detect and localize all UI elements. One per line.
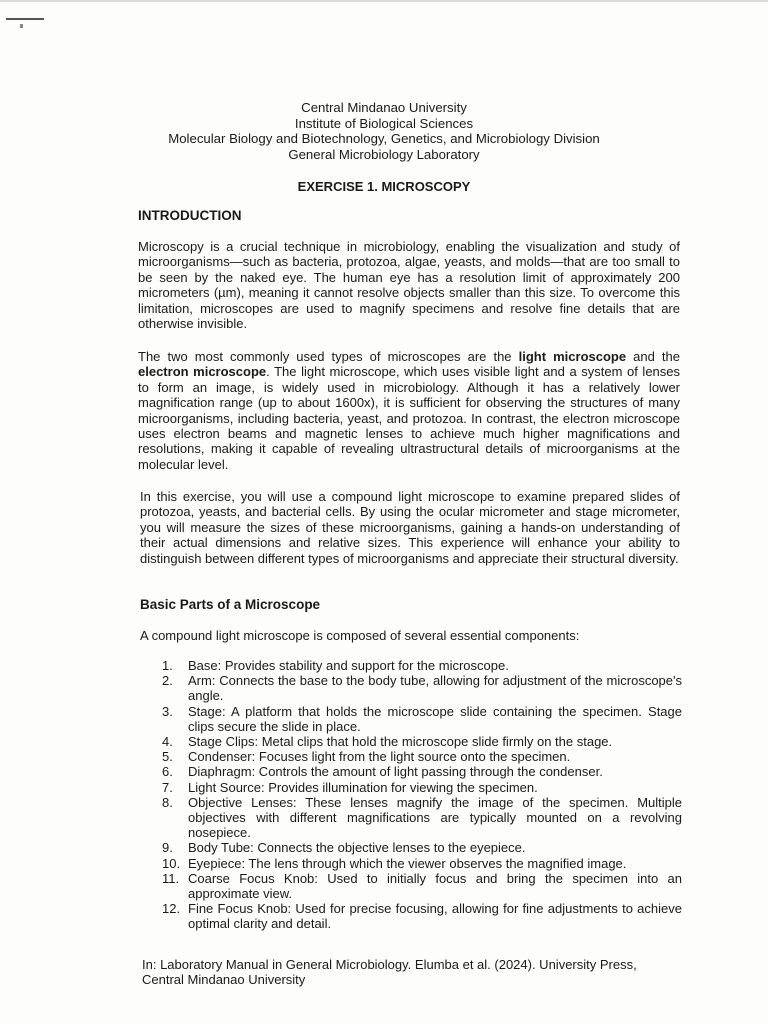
list-item-text: Fine Focus Knob: Used for precise focusing, allowing for fine adjustments to achieve optimal clarity and detail. bbox=[188, 901, 682, 932]
list-item-number: 2. bbox=[162, 673, 173, 689]
corner-pen-mark bbox=[6, 18, 44, 20]
list-item bbox=[162, 658, 682, 673]
p2-text-c: . The light microscope, which uses visible light and a system of lenses to form an image, is widely used in microbiology. Although it has a relatively lower magnification range (up to about 1600x), it is sufficient for observing the structures of many microorganisms, including bacteria, yeast, and protozoa. In contrast, the electron microscope uses electron beams and magnetic lenses to achieve much higher magnifications and resolutions, making it capable of revealing ultrastructural details of microorganisms at the molecular level. bbox=[138, 364, 681, 472]
list-item-text: Stage: A platform that holds the microscope slide containing the specimen. Stage clips secure the slide in place. bbox=[188, 703, 682, 734]
list-item-number: 1. bbox=[162, 658, 173, 673]
list-item bbox=[162, 673, 682, 703]
introduction-paragraph-2 bbox=[138, 349, 680, 472]
list-item-text: Base: Provides stability and support for the microscope. bbox=[188, 658, 509, 673]
list-item-text: Eyepiece: The lens through which the viewer observes the magnified image. bbox=[188, 855, 627, 871]
list-item-number: 6. bbox=[162, 764, 173, 780]
list-item-number: 7. bbox=[162, 779, 173, 795]
basic-parts-heading: Basic Parts of a Microscope bbox=[140, 597, 321, 612]
source-citation: In: Laboratory Manual in General Microbiology. Elumba et al. (2024). University Press, Central Mindanao University bbox=[142, 957, 637, 988]
corner-pen-mark-tick bbox=[20, 24, 23, 28]
p2-bold-electron-microscope: electron microscope bbox=[138, 364, 267, 380]
list-item-number: 11. bbox=[162, 870, 180, 886]
header-institute: Institute of Biological Sciences bbox=[294, 115, 474, 131]
list-item-text: Objective Lenses: These lenses magnify the image of the specimen. Multiple objectives with different magnifications are typically mounted on a revolving nosepiece. bbox=[188, 794, 682, 841]
introduction-heading: INTRODUCTION bbox=[138, 208, 242, 223]
list-item-number: 9. bbox=[162, 840, 173, 856]
list-item-text: Diaphragm: Controls the amount of light passing through the condenser. bbox=[188, 764, 603, 780]
list-item bbox=[162, 764, 682, 779]
list-item bbox=[162, 856, 682, 871]
list-item-number: 3. bbox=[162, 703, 173, 719]
list-item-number: 8. bbox=[162, 794, 173, 810]
list-item-text: Condenser: Focuses light from the light source onto the specimen. bbox=[188, 749, 571, 765]
list-item bbox=[162, 734, 682, 749]
list-item-text: Light Source: Provides illumination for viewing the specimen. bbox=[188, 779, 538, 795]
list-item bbox=[162, 795, 682, 841]
list-item-text: Stage Clips: Metal clips that hold the microscope slide firmly on the stage. bbox=[188, 734, 613, 750]
list-item bbox=[162, 780, 682, 795]
exercise-title: EXERCISE 1. MICROSCOPY bbox=[297, 179, 471, 194]
introduction-paragraph-3: In this exercise, you will use a compound light microscope to examine prepared slides of protozoa, yeasts, and bacterial cells. By using the ocular micrometer and stage micrometer, you will measure the sizes of these microorganisms, gaining a hands-on understanding of their actual dimensions and relative sizes. This experience will enhance your ability to distinguish between different types of microorganisms and appreciate their structural diversity. bbox=[140, 489, 680, 566]
introduction-paragraph-1: Microscopy is a crucial technique in microbiology, enabling the visualization and study of microorganisms—such as bacteria, protozoa, algae, yeasts, and molds—that are too small to be seen by the naked eye. The human eye has a resolution limit of approximately 200 micrometers (µm), meaning it cannot resolve objects smaller than this size. To overcome this limitation, microscopes are used to magnify specimens and resolve fine details that are otherwise invisible. bbox=[138, 239, 680, 332]
list-item-number: 4. bbox=[162, 734, 173, 750]
list-item bbox=[162, 871, 682, 901]
microscope-parts-list bbox=[162, 658, 682, 932]
list-item bbox=[162, 840, 682, 855]
header-university: Central Mindanao University bbox=[301, 100, 467, 115]
list-item bbox=[162, 704, 682, 734]
p2-text-a: The two most commonly used types of microscopes are the bbox=[138, 349, 519, 364]
list-item-text: Body Tube: Connects the objective lenses to the eyepiece. bbox=[188, 840, 526, 856]
document-header bbox=[0, 100, 768, 162]
list-item bbox=[162, 749, 682, 764]
list-item-number: 10. bbox=[162, 855, 181, 871]
page-edge-shadow bbox=[0, 0, 768, 2]
list-item-text: Coarse Focus Knob: Used to initially focus and bring the specimen into an approximate view. bbox=[188, 870, 682, 902]
list-item-number: 12. bbox=[162, 901, 181, 917]
list-item-text: Arm: Connects the base to the body tube, allowing for adjustment of the microscope's angle. bbox=[188, 673, 682, 704]
list-item-number: 5. bbox=[162, 749, 173, 765]
basic-parts-intro: A compound light microscope is composed of several essential components: bbox=[140, 628, 580, 643]
list-item bbox=[162, 901, 682, 931]
header-division: Molecular Biology and Biotechnology, Genetics, and Microbiology Division bbox=[168, 131, 600, 146]
header-laboratory: General Microbiology Laboratory bbox=[288, 146, 480, 162]
p2-bold-light-microscope: light microscope bbox=[518, 349, 627, 364]
p2-text-b: and the bbox=[626, 349, 680, 364]
